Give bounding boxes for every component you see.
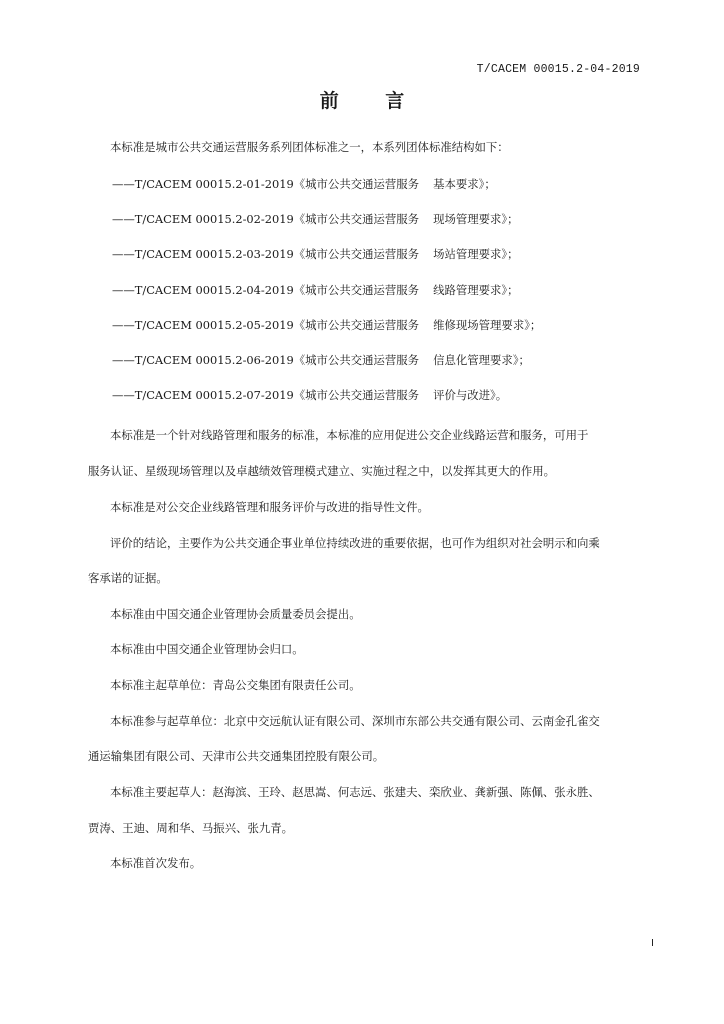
paragraph-line: 本标准参与起草单位：北京中交远航认证有限公司、深圳市东部公共交通有限公司、云南金孔雀交 — [110, 714, 600, 728]
series-name: 《城市公共交通运营服务 — [293, 283, 420, 297]
series-part: 评价与改进》。 — [433, 388, 508, 402]
series-list-item — [112, 352, 530, 368]
document-code: T/CACEM 00015.2-04-2019 — [476, 63, 640, 76]
series-part: 信息化管理要求》； — [433, 353, 530, 367]
series-list-item — [112, 176, 496, 192]
series-part: 现场管理要求》； — [433, 212, 519, 226]
paragraph-line: 本标准是对公交企业线路管理和服务评价与改进的指导性文件。 — [110, 500, 429, 514]
series-name: 《城市公共交通运营服务 — [293, 177, 420, 191]
paragraph-line: 客承诺的证据。 — [88, 571, 168, 585]
series-list-item — [112, 246, 519, 262]
series-name: 《城市公共交通运营服务 — [293, 388, 420, 402]
intro-paragraph: 本标准是城市公共交通运营服务系列团体标准之一，本系列团体标准结构如下： — [110, 140, 509, 154]
series-name: 《城市公共交通运营服务 — [293, 212, 420, 226]
page-title: 前 言 — [319, 90, 425, 112]
series-code: ——T/CACEM 00015.2-07-2019 — [112, 388, 294, 402]
series-list-item — [112, 387, 507, 403]
paragraph-line: 本标准首次发布。 — [110, 856, 202, 870]
page-number: I — [651, 938, 654, 949]
series-part: 基本要求》； — [433, 177, 496, 191]
paragraph-line: 本标准是一个针对线路管理和服务的标准，本标准的应用促进公交企业线路运营和服务，可用于 — [110, 428, 589, 442]
series-part: 线路管理要求》； — [433, 283, 519, 297]
series-part: 场站管理要求》； — [433, 247, 519, 261]
paragraph-line: 评价的结论，主要作为公共交通企事业单位持续改进的重要依据，也可作为组织对社会明示和向乘 — [110, 536, 600, 550]
series-code: ——T/CACEM 00015.2-03-2019 — [112, 247, 294, 261]
series-list-item — [112, 317, 541, 333]
series-code: ——T/CACEM 00015.2-06-2019 — [112, 353, 294, 367]
paragraph-line: 本标准由中国交通企业管理协会归口。 — [110, 642, 304, 656]
series-part: 维修现场管理要求》； — [433, 318, 542, 332]
series-code: ——T/CACEM 00015.2-01-2019 — [112, 177, 294, 191]
paragraph-line: 本标准主起草单位：青岛公交集团有限责任公司。 — [110, 678, 361, 692]
series-name: 《城市公共交通运营服务 — [293, 318, 420, 332]
paragraph-line: 本标准主要起草人：赵海滨、王玲、赵思嵩、何志远、张建夫、栾欣业、龚新强、陈佩、张永胜、 — [110, 785, 600, 799]
series-code: ——T/CACEM 00015.2-04-2019 — [112, 283, 294, 297]
series-list-item — [112, 211, 519, 227]
series-list-item — [112, 282, 519, 298]
series-code: ——T/CACEM 00015.2-05-2019 — [112, 318, 294, 332]
paragraph-line: 通运输集团有限公司、天津市公共交通集团控股有限公司。 — [88, 749, 385, 763]
series-name: 《城市公共交通运营服务 — [293, 353, 420, 367]
paragraph-line: 贾涛、王迪、周和华、马振兴、张九青。 — [88, 821, 294, 835]
series-name: 《城市公共交通运营服务 — [293, 247, 420, 261]
paragraph-line: 本标准由中国交通企业管理协会质量委员会提出。 — [110, 607, 361, 621]
paragraph-line: 服务认证、星级现场管理以及卓越绩效管理模式建立、实施过程之中，以发挥其更大的作用。 — [88, 464, 556, 478]
series-code: ——T/CACEM 00015.2-02-2019 — [112, 212, 294, 226]
